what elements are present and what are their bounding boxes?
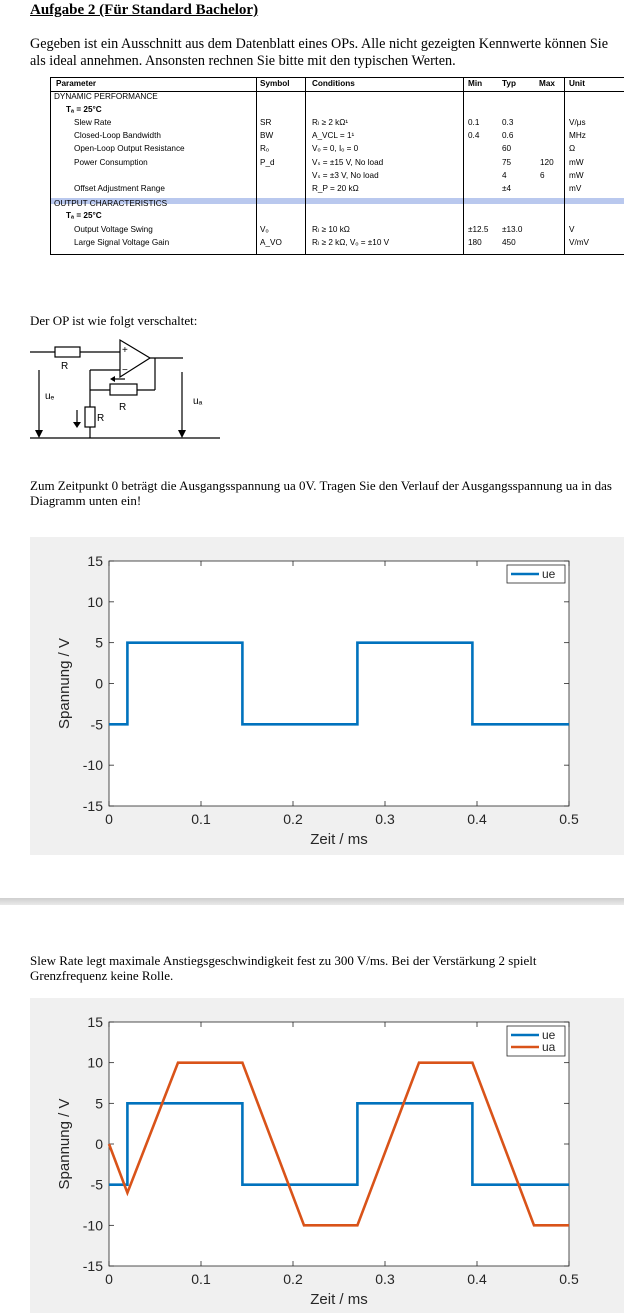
task-instruction: Zum Zeitpunkt 0 beträgt die Ausgangsspannung ua 0V. Tragen Sie den Verlauf der Ausgangsspannung ua in das Diagramm unten ein!	[30, 478, 612, 508]
x-tick-label: 0.4	[467, 811, 487, 827]
input-resistor-label: R	[61, 361, 69, 372]
cell-unit: mV	[569, 184, 582, 193]
cell-min: ±12.5	[468, 225, 489, 234]
header-unit: Unit	[569, 79, 585, 88]
y-tick-label: -5	[90, 1176, 103, 1193]
cell-typ: 75	[502, 157, 512, 167]
opamp-minus-sign: −	[122, 365, 128, 376]
x-tick-label: 0	[105, 1271, 113, 1287]
cell-unit: MHz	[569, 131, 586, 141]
cell-symbol: BW	[260, 131, 274, 141]
y-tick-label: 5	[95, 1095, 103, 1112]
cell-parameter: Large Signal Voltage Gain	[74, 238, 170, 248]
datasheet-row	[50, 183, 624, 195]
datasheet-row	[50, 237, 624, 249]
cell-max: 120	[540, 157, 554, 167]
y-tick-label: 15	[87, 1014, 103, 1030]
datasheet-row	[50, 143, 624, 155]
output-voltage-label: uₐ	[193, 396, 203, 407]
cell-parameter: Closed-Loop Bandwidth	[74, 131, 161, 141]
x-tick-label: 0.4	[467, 1271, 487, 1287]
datasheet-header-row	[50, 78, 624, 90]
header-max: Max	[539, 79, 555, 88]
plot-area	[109, 1022, 569, 1266]
cell-typ: 0.3	[502, 118, 514, 127]
cell-typ: ±13.0	[502, 225, 523, 234]
cell-parameter: Output Voltage Swing	[74, 225, 153, 234]
legend-label-ue: ue	[542, 567, 556, 581]
x-axis-label: Zeit / ms	[310, 1291, 368, 1308]
temperature-condition: Tₐ = 25°C	[66, 211, 102, 220]
opamp-plus-sign: +	[122, 345, 128, 356]
cell-symbol: A_VO	[260, 238, 282, 248]
temperature-condition: Tₐ = 25°C	[66, 105, 102, 114]
ground-resistor-label: R	[97, 413, 105, 424]
y-tick-label: -15	[82, 798, 103, 814]
solution-voltage-chart	[30, 998, 624, 1313]
cell-min: 0.4	[468, 131, 480, 141]
x-tick-label: 0.2	[283, 811, 303, 827]
x-tick-label: 0.3	[375, 811, 395, 827]
cell-min: 180	[468, 238, 482, 248]
cell-unit: V/mV	[569, 238, 590, 248]
header-symbol: Symbol	[260, 79, 290, 88]
x-tick-label: 0.1	[191, 811, 211, 827]
y-tick-label: -10	[82, 757, 103, 774]
section-dynamic-performance: DYNAMIC PERFORMANCE	[54, 92, 158, 101]
input-voltage-label: uₑ	[45, 391, 55, 402]
datasheet-row	[50, 157, 624, 169]
circuit-caption: Der OP ist wie folgt verschaltet:	[30, 313, 198, 328]
cell-conditions: A_VCL = 1¹	[312, 131, 355, 141]
x-tick-label: 0.2	[283, 1271, 303, 1287]
cell-conditions: Rₗ ≥ 2 kΩ, Vₒ = ±10 V	[312, 238, 390, 248]
y-tick-label: 15	[87, 553, 103, 569]
task-title: Aufgabe 2 (Für Standard Bachelor)	[30, 2, 259, 18]
x-axis-label: Zeit / ms	[310, 831, 368, 848]
opamp-circuit-diagram	[25, 332, 225, 444]
task-intro: Gegeben ist ein Ausschnitt aus dem Datenblatt eines OPs. Alle nicht gezeigten Kennwerte können Sie als ideal annehmen. Ansonsten rechnen Sie bitte mit den typischen Werten.	[30, 36, 609, 69]
solution-text: Slew Rate legt maximale Anstiegsgeschwindigkeit fest zu 300 V/ms. Bei der Verstärkung 2 spielt Grenzfrequenz keine Rolle.	[30, 953, 537, 983]
legend-box	[507, 1026, 565, 1056]
y-axis-label: Spannung / V	[56, 1098, 73, 1190]
cell-symbol: SR	[260, 118, 272, 127]
cell-typ: 0.6	[502, 131, 514, 141]
y-tick-label: 0	[95, 675, 103, 692]
plot-area	[109, 561, 569, 806]
section-divider	[0, 898, 624, 905]
cell-parameter: Slew Rate	[74, 118, 112, 127]
cell-typ: 4	[502, 170, 507, 180]
x-tick-label: 0.5	[559, 811, 579, 827]
y-tick-label: -15	[82, 1258, 103, 1274]
feedback-resistor	[110, 384, 137, 395]
cell-conditions: Vₛ = ±15 V, No load	[312, 157, 384, 167]
input-voltage-chart	[30, 537, 624, 855]
input-resistor	[55, 347, 80, 357]
header-conditions: Conditions	[312, 79, 355, 88]
header-min: Min	[468, 79, 483, 88]
cell-typ: 60	[502, 144, 512, 154]
cell-parameter: Open-Loop Output Resistance	[74, 144, 185, 154]
header-typ: Typ	[502, 79, 516, 88]
feedback-resistor-label: R	[119, 402, 127, 413]
cell-conditions: Rₗ ≥ 10 kΩ	[312, 225, 350, 234]
y-tick-label: 10	[87, 593, 103, 610]
cell-symbol: Rₒ	[260, 144, 270, 154]
cell-conditions: Vₛ = ±3 V, No load	[312, 170, 379, 180]
ground-resistor	[85, 407, 95, 427]
cell-max: 6	[540, 170, 545, 180]
cell-symbol: Vₒ	[260, 225, 269, 234]
cell-unit: mW	[569, 157, 584, 167]
y-tick-label: -10	[82, 1217, 103, 1234]
x-tick-label: 0.1	[191, 1271, 211, 1287]
cell-min: 0.1	[468, 118, 480, 127]
cell-conditions: R_P = 20 kΩ	[312, 184, 359, 193]
section-output-characteristics: OUTPUT CHARACTERISTICS	[54, 199, 168, 208]
x-tick-label: 0	[105, 811, 113, 827]
cell-parameter: Power Consumption	[74, 157, 148, 167]
datasheet-row	[50, 224, 624, 236]
cell-unit: V	[569, 225, 575, 234]
y-axis-label: Spannung / V	[56, 638, 73, 729]
cell-conditions: Rₗ ≥ 2 kΩ¹	[312, 118, 349, 127]
cell-unit: mW	[569, 170, 584, 180]
header-parameter: Parameter	[56, 79, 97, 88]
y-tick-label: -5	[90, 716, 103, 733]
datasheet-row	[50, 117, 624, 129]
x-tick-label: 0.5	[559, 1271, 579, 1287]
cell-symbol: P_d	[260, 157, 275, 167]
cell-typ: 450	[502, 238, 516, 248]
y-tick-label: 5	[95, 634, 103, 651]
cell-conditions: Vₒ = 0, Iₒ = 0	[312, 144, 359, 154]
cell-unit: Ω	[569, 144, 576, 154]
x-tick-label: 0.3	[375, 1271, 395, 1287]
datasheet-row	[50, 130, 624, 142]
cell-unit: V/μs	[569, 118, 586, 127]
cell-typ: ±4	[502, 184, 512, 193]
y-tick-label: 10	[87, 1054, 103, 1071]
y-tick-label: 0	[95, 1136, 103, 1152]
legend-label-ua: ua	[542, 1040, 556, 1054]
cell-parameter: Offset Adjustment Range	[74, 184, 165, 193]
datasheet-row	[50, 170, 624, 182]
legend-label-ue: ue	[542, 1028, 556, 1042]
datasheet-table	[50, 77, 624, 255]
